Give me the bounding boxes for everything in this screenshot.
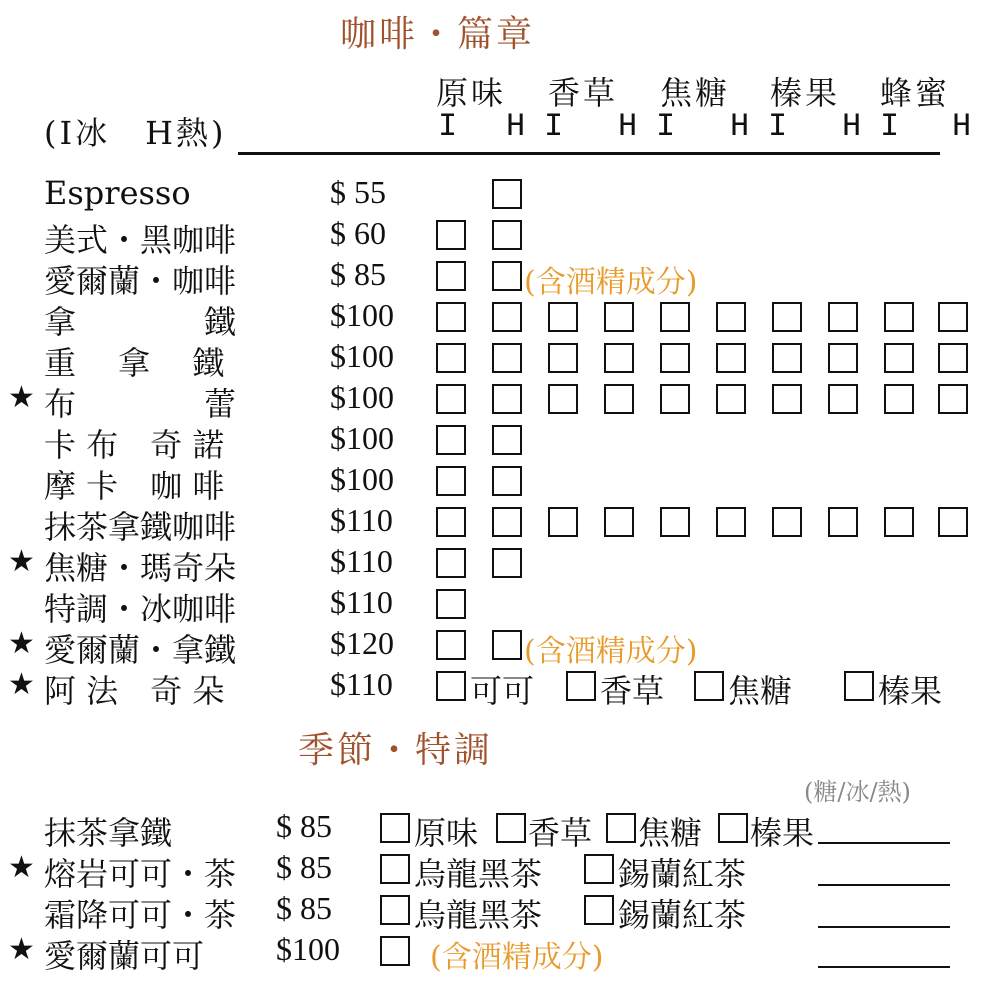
checkbox-plain-ice[interactable] xyxy=(436,507,466,537)
checkbox-ice[interactable] xyxy=(436,220,466,250)
note-blank-line[interactable] xyxy=(818,884,950,886)
menu-item-name: 特調・冰咖啡 xyxy=(44,590,237,628)
option-label: 烏龍黑茶 xyxy=(414,855,543,893)
checkbox-ice[interactable] xyxy=(436,425,466,455)
ih-label: I xyxy=(656,108,676,145)
checkbox-hot[interactable] xyxy=(492,179,522,209)
checkbox-caramel-ice[interactable] xyxy=(660,343,690,373)
star-icon: ★ xyxy=(8,667,35,702)
checkbox-hot[interactable] xyxy=(492,548,522,578)
checkbox-caramel[interactable] xyxy=(606,813,636,843)
option-label: 原味 xyxy=(414,814,479,852)
season-section-title: 季節・特調 xyxy=(298,730,494,771)
ih-label: H xyxy=(618,108,638,145)
ih-label: H xyxy=(506,108,526,145)
ih-label: I xyxy=(544,108,564,145)
checkbox-ice[interactable] xyxy=(436,466,466,496)
flavor-header-plain: 原味 xyxy=(436,74,507,112)
menu-item-name: 焦糖・瑪奇朵 xyxy=(44,549,237,587)
option-label: 錫蘭紅茶 xyxy=(618,855,747,893)
checkbox-cocoa[interactable] xyxy=(436,671,466,701)
checkbox-ice[interactable] xyxy=(436,261,466,291)
menu-item-name: 抹茶拿鐵 xyxy=(44,814,173,852)
menu-item-price: $100 xyxy=(330,379,394,415)
menu-item-price: $100 xyxy=(276,931,340,967)
checkbox-honey-hot[interactable] xyxy=(938,507,968,537)
alcohol-note: (含酒精成分) xyxy=(524,265,698,300)
option-label: 榛果 xyxy=(878,672,943,710)
checkbox-hazelnut-ice[interactable] xyxy=(772,302,802,332)
checkbox-vanilla[interactable] xyxy=(566,671,596,701)
checkbox-ice[interactable] xyxy=(436,630,466,660)
checkbox-vanilla-ice[interactable] xyxy=(548,302,578,332)
coffee-section-title: 咖啡・篇章 xyxy=(340,14,536,55)
checkbox-vanilla-hot[interactable] xyxy=(604,302,634,332)
checkbox-vanilla-hot[interactable] xyxy=(604,384,634,414)
flavor-header-honey: 蜂蜜 xyxy=(880,74,951,112)
checkbox-caramel-hot[interactable] xyxy=(716,302,746,332)
menu-item-price: $ 55 xyxy=(330,174,386,210)
checkbox-plain-ice[interactable] xyxy=(436,343,466,373)
menu-item-name: 重 拿 鐵 xyxy=(44,344,225,382)
flavor-header-vanilla: 香草 xyxy=(548,74,619,112)
note-blank-line[interactable] xyxy=(818,966,950,968)
checkbox-hazelnut-hot[interactable] xyxy=(828,507,858,537)
menu-item-name: 熔岩可可・茶 xyxy=(44,855,237,893)
star-icon: ★ xyxy=(8,380,35,415)
checkbox-oolong[interactable] xyxy=(380,854,410,884)
checkbox-honey-ice[interactable] xyxy=(884,384,914,414)
menu-item-name: 愛爾蘭・拿鐵 xyxy=(44,631,237,669)
option-label: 焦糖 xyxy=(638,814,703,852)
ih-label: H xyxy=(730,108,750,145)
menu-item-name: 愛爾蘭・咖啡 xyxy=(44,262,237,300)
checkbox-plain-hot[interactable] xyxy=(492,343,522,373)
menu-item-name: 愛爾蘭可可 xyxy=(44,937,205,975)
checkbox-vanilla-hot[interactable] xyxy=(604,507,634,537)
star-icon: ★ xyxy=(8,626,35,661)
checkbox-honey-ice[interactable] xyxy=(884,507,914,537)
checkbox-hot[interactable] xyxy=(492,261,522,291)
menu-item-name: 阿 法 奇 朵 xyxy=(44,672,225,710)
ih-label: I xyxy=(768,108,788,145)
checkbox-oolong[interactable] xyxy=(380,895,410,925)
checkbox-vanilla[interactable] xyxy=(496,813,526,843)
ih-label: I xyxy=(880,108,900,145)
checkbox-hot[interactable] xyxy=(492,220,522,250)
checkbox-vanilla-ice[interactable] xyxy=(548,343,578,373)
menu-item-price: $ 85 xyxy=(276,890,332,926)
menu-item-name: 卡 布 奇 諾 xyxy=(44,426,225,464)
flavor-header-caramel: 焦糖 xyxy=(660,74,731,112)
checkbox-hazelnut-ice[interactable] xyxy=(772,507,802,537)
checkbox-hot[interactable] xyxy=(492,425,522,455)
header-divider xyxy=(238,152,940,155)
checkbox-caramel-ice[interactable] xyxy=(660,384,690,414)
star-icon: ★ xyxy=(8,850,35,885)
menu-item-price: $120 xyxy=(330,625,394,661)
menu-item-price: $110 xyxy=(330,584,393,620)
option-label: 焦糖 xyxy=(728,672,793,710)
option-label: 香草 xyxy=(600,672,665,710)
checkbox-ceylon[interactable] xyxy=(584,895,614,925)
sugar-ice-hot-hint: (糖/冰/熱) xyxy=(804,778,911,806)
checkbox-honey-hot[interactable] xyxy=(938,384,968,414)
checkbox-vanilla-ice[interactable] xyxy=(548,507,578,537)
menu-item-price: $110 xyxy=(330,666,393,702)
checkbox-plain-ice[interactable] xyxy=(436,302,466,332)
menu-item-price: $ 85 xyxy=(276,849,332,885)
note-blank-line[interactable] xyxy=(818,926,950,928)
menu-item-name: 抹茶拿鐵咖啡 xyxy=(44,508,237,546)
star-icon: ★ xyxy=(8,544,35,579)
ih-label: H xyxy=(842,108,862,145)
checkbox-vanilla-ice[interactable] xyxy=(548,384,578,414)
checkbox-hazelnut[interactable] xyxy=(718,813,748,843)
checkbox-order[interactable] xyxy=(380,936,410,966)
menu-item-price: $100 xyxy=(330,461,394,497)
checkbox-hot[interactable] xyxy=(492,630,522,660)
checkbox-honey-ice[interactable] xyxy=(884,302,914,332)
option-label: 榛果 xyxy=(750,814,815,852)
menu-item-name: Espresso xyxy=(44,174,191,212)
checkbox-honey-hot[interactable] xyxy=(938,343,968,373)
menu-item-name: 布 蕾 xyxy=(44,385,237,423)
checkbox-hazelnut[interactable] xyxy=(844,671,874,701)
option-label: 錫蘭紅茶 xyxy=(618,896,747,934)
ih-label: I xyxy=(438,108,458,145)
checkbox-hazelnut-ice[interactable] xyxy=(772,343,802,373)
alcohol-note: (含酒精成分) xyxy=(524,634,698,669)
menu-item-price: $ 60 xyxy=(330,215,386,251)
ih-label: H xyxy=(952,108,972,145)
menu-item-price: $ 85 xyxy=(330,256,386,292)
menu-item-price: $110 xyxy=(330,502,393,538)
checkbox-plain-hot[interactable] xyxy=(492,384,522,414)
checkbox-ice[interactable] xyxy=(436,589,466,619)
menu-item-name: 霜降可可・茶 xyxy=(44,896,237,934)
checkbox-caramel[interactable] xyxy=(694,671,724,701)
checkbox-vanilla-hot[interactable] xyxy=(604,343,634,373)
checkbox-plain-hot[interactable] xyxy=(492,507,522,537)
checkbox-honey-ice[interactable] xyxy=(884,343,914,373)
menu-item-name: 拿 鐵 xyxy=(44,303,237,341)
option-label: 香草 xyxy=(528,814,593,852)
checkbox-plain-ice[interactable] xyxy=(436,384,466,414)
checkbox-caramel-ice[interactable] xyxy=(660,302,690,332)
checkbox-caramel-hot[interactable] xyxy=(716,507,746,537)
menu-item-price: $100 xyxy=(330,420,394,456)
menu-item-price: $110 xyxy=(330,543,393,579)
menu-item-name: 美式・黑咖啡 xyxy=(44,221,237,259)
checkbox-ice[interactable] xyxy=(436,548,466,578)
alcohol-note: (含酒精成分) xyxy=(430,940,604,975)
checkbox-hazelnut-hot[interactable] xyxy=(828,384,858,414)
flavor-header-hazelnut: 榛果 xyxy=(770,74,841,112)
option-label: 可可 xyxy=(470,672,535,710)
checkbox-hazelnut-hot[interactable] xyxy=(828,343,858,373)
checkbox-caramel-hot[interactable] xyxy=(716,384,746,414)
checkbox-honey-hot[interactable] xyxy=(938,302,968,332)
checkbox-hazelnut-hot[interactable] xyxy=(828,302,858,332)
menu-item-price: $ 85 xyxy=(276,808,332,844)
option-label: 烏龍黑茶 xyxy=(414,896,543,934)
checkbox-plain[interactable] xyxy=(380,813,410,843)
checkbox-ceylon[interactable] xyxy=(584,854,614,884)
menu-item-name: 摩 卡 咖 啡 xyxy=(44,467,225,505)
checkbox-hazelnut-ice[interactable] xyxy=(772,384,802,414)
menu-item-price: $100 xyxy=(330,297,394,333)
star-icon: ★ xyxy=(8,932,35,967)
checkbox-hot[interactable] xyxy=(492,466,522,496)
ice-hot-legend: (I冰 H熱) xyxy=(44,114,227,152)
checkbox-caramel-hot[interactable] xyxy=(716,343,746,373)
checkbox-caramel-ice[interactable] xyxy=(660,507,690,537)
checkbox-plain-hot[interactable] xyxy=(492,302,522,332)
menu-item-price: $100 xyxy=(330,338,394,374)
note-blank-line[interactable] xyxy=(818,842,950,844)
